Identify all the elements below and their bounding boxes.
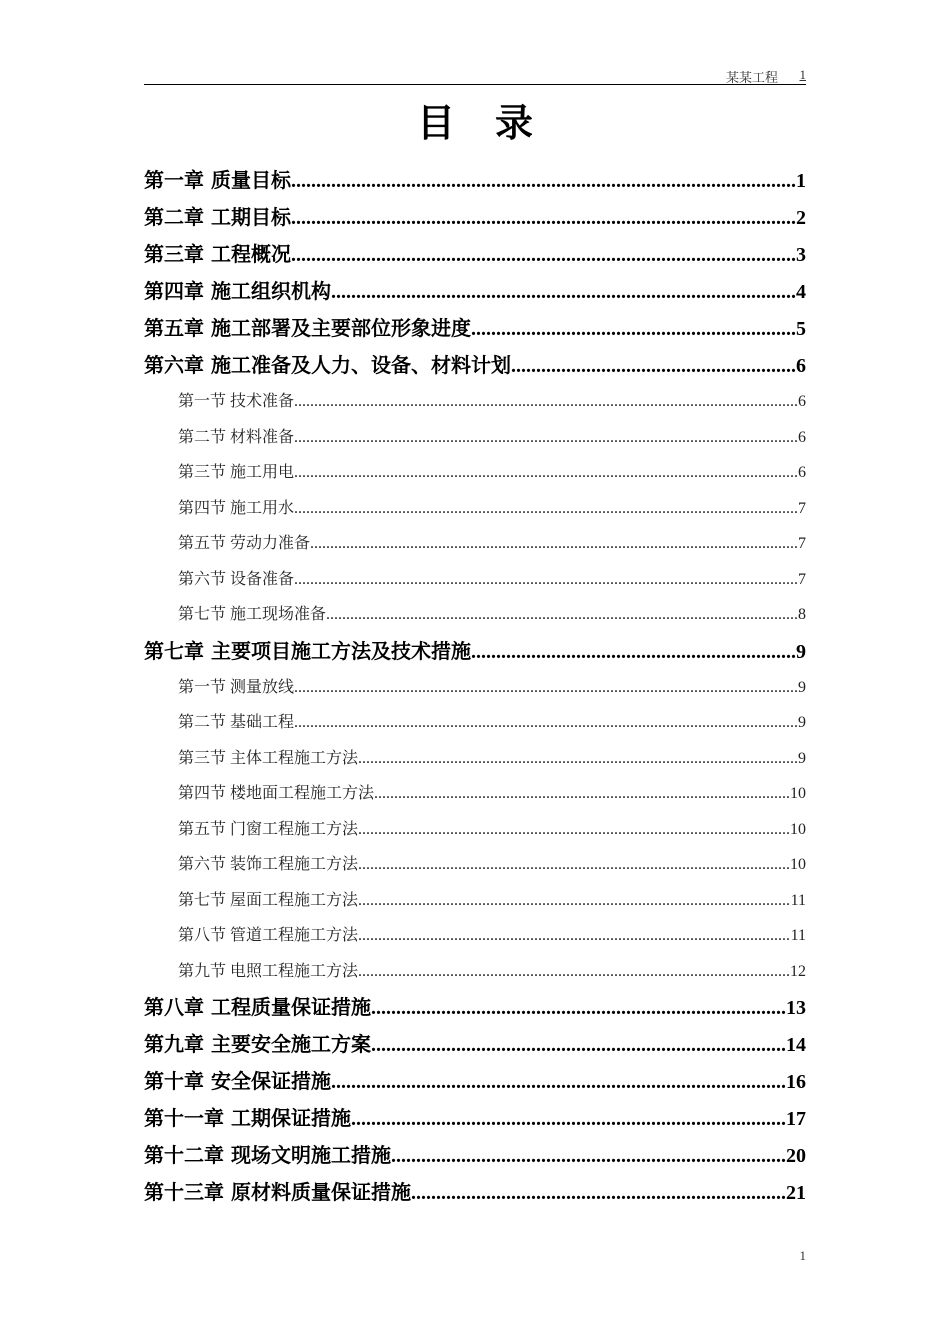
toc-entry-page-number: 4 (796, 281, 806, 303)
toc-section-entry[interactable] (144, 954, 806, 990)
toc-chapter-entry[interactable] (144, 1063, 806, 1100)
toc-dot-leader (358, 918, 791, 954)
toc-entry-page-number: 6 (798, 428, 806, 446)
toc-chapter-entry[interactable] (144, 989, 806, 1026)
toc-entry-page-number: 10 (790, 856, 806, 873)
toc-section-entry[interactable] (144, 597, 806, 633)
toc-entry-page-number: 6 (798, 393, 806, 410)
toc-chapter-entry[interactable] (144, 347, 806, 384)
toc-entry-label: 第五节 劳动力准备 (178, 535, 311, 552)
toc-dot-leader (358, 847, 790, 883)
toc-section-entry[interactable] (144, 670, 806, 706)
toc-dot-leader (310, 526, 798, 562)
toc-entry-label: 第三章 工程概况 (144, 242, 291, 266)
toc-entry-label: 第四节 楼地面工程施工方法 (178, 785, 375, 802)
toc-dot-leader (294, 705, 798, 741)
toc-chapter-entry[interactable] (144, 273, 806, 310)
header-title: 某某工程 (725, 70, 778, 85)
toc-dot-leader (411, 1175, 786, 1211)
toc-chapter-entry[interactable] (144, 236, 806, 273)
toc-entry-page-number: 2 (796, 207, 806, 229)
toc-section-entry[interactable] (144, 812, 806, 848)
toc-entry-label: 第十章 安全保证措施 (144, 1069, 331, 1093)
toc-entry-label: 第二章 工期目标 (144, 205, 291, 229)
toc-section-entry[interactable] (144, 847, 806, 883)
toc-entry-label: 第三节 施工用电 (178, 464, 295, 481)
toc-section-entry[interactable] (144, 455, 806, 491)
toc-chapter-entry[interactable] (144, 1026, 806, 1063)
toc-entry-page-number: 9 (798, 749, 806, 767)
page-title: 目录 (416, 101, 573, 145)
toc-dot-leader (358, 954, 790, 990)
toc-entry-label: 第九章 主要安全施工方案 (144, 1032, 371, 1056)
toc-dot-leader (294, 562, 798, 598)
toc-chapter-entry[interactable] (144, 1137, 806, 1174)
toc-entry-page-number: 9 (798, 678, 806, 696)
toc-chapter-entry[interactable] (144, 199, 806, 236)
toc-entry-page-number: 11 (790, 891, 806, 909)
toc-dot-leader (291, 237, 796, 273)
toc-entry-label: 第十一章 工期保证措施 (144, 1106, 351, 1130)
toc-dot-leader (371, 990, 786, 1026)
toc-chapter-entry[interactable] (144, 1174, 806, 1211)
toc-section-entry[interactable] (144, 776, 806, 812)
toc-dot-leader (358, 741, 798, 777)
toc-entry-page-number: 21 (786, 1182, 806, 1204)
toc-entry-page-number: 6 (796, 355, 806, 377)
toc-entry-label: 第六节 设备准备 (178, 570, 295, 588)
toc-section-entry[interactable] (144, 741, 806, 777)
toc-dot-leader (471, 311, 796, 347)
toc-entry-page-number: 7 (798, 570, 806, 588)
toc-section-entry[interactable] (144, 420, 806, 456)
toc-dot-leader (511, 348, 796, 384)
toc-entry-label: 第七节 施工现场准备 (178, 606, 327, 623)
toc-dot-leader (294, 420, 798, 456)
toc-dot-leader (358, 883, 791, 919)
footer-page-number: 1 (799, 1248, 806, 1263)
toc-entry-label: 第二节 材料准备 (178, 428, 295, 446)
toc-entry-page-number: 10 (790, 820, 806, 838)
toc-dot-leader (358, 812, 790, 848)
toc-dot-leader (294, 384, 798, 420)
page-header (144, 62, 806, 85)
toc-entry-page-number: 13 (786, 997, 806, 1019)
toc-entry-page-number: 16 (786, 1071, 806, 1093)
toc-section-entry[interactable] (144, 883, 806, 919)
toc-entry-label: 第一节 测量放线 (178, 678, 295, 696)
toc-entry-page-number: 17 (786, 1108, 806, 1130)
toc-entry-page-number: 7 (798, 535, 806, 552)
toc-dot-leader (331, 1064, 786, 1100)
toc-entry-page-number: 12 (790, 962, 806, 980)
table-of-contents (144, 162, 806, 1211)
toc-entry-label: 第十三章 原材料质量保证措施 (144, 1180, 411, 1204)
toc-dot-leader (326, 597, 798, 633)
toc-dot-leader (291, 200, 796, 236)
toc-section-entry[interactable] (144, 491, 806, 527)
toc-entry-label: 第五章 施工部署及主要部位形象进度 (144, 316, 471, 340)
toc-entry-page-number: 8 (798, 606, 806, 623)
toc-dot-leader (291, 163, 796, 199)
toc-entry-label: 第三节 主体工程施工方法 (178, 749, 359, 767)
toc-entry-label: 第十二章 现场文明施工措施 (144, 1143, 391, 1167)
toc-dot-leader (471, 634, 796, 670)
toc-entry-label: 第八节 管道工程施工方法 (178, 927, 359, 944)
toc-entry-page-number: 5 (796, 318, 806, 340)
toc-entry-page-number: 1 (796, 170, 806, 192)
toc-entry-page-number: 14 (786, 1034, 806, 1056)
toc-entry-label: 第九节 电照工程施工方法 (178, 962, 359, 980)
toc-section-entry[interactable] (144, 705, 806, 741)
header-page-number: 1 (799, 67, 806, 82)
toc-chapter-entry[interactable] (144, 310, 806, 347)
toc-section-entry[interactable] (144, 918, 806, 954)
toc-chapter-entry[interactable] (144, 162, 806, 199)
toc-dot-leader (294, 670, 798, 706)
toc-entry-page-number: 11 (790, 927, 806, 944)
toc-entry-page-number: 6 (798, 464, 806, 481)
toc-entry-label: 第四章 施工组织机构 (144, 279, 331, 303)
toc-section-entry[interactable] (144, 562, 806, 598)
toc-dot-leader (294, 491, 798, 527)
toc-entry-page-number: 9 (798, 714, 806, 731)
toc-dot-leader (351, 1101, 786, 1137)
toc-section-entry[interactable] (144, 526, 806, 562)
toc-entry-page-number: 7 (798, 499, 806, 517)
toc-entry-page-number: 10 (790, 785, 806, 802)
toc-entry-label: 第六章 施工准备及人力、设备、材料计划 (144, 353, 511, 377)
toc-chapter-entry[interactable] (144, 1100, 806, 1137)
toc-dot-leader (391, 1138, 786, 1174)
toc-dot-leader (371, 1027, 786, 1063)
toc-entry-page-number: 9 (796, 640, 806, 663)
toc-chapter-entry[interactable] (144, 633, 806, 670)
toc-entry-label: 第二节 基础工程 (178, 714, 295, 731)
toc-dot-leader (374, 776, 790, 812)
toc-entry-page-number: 3 (796, 244, 806, 266)
toc-entry-label: 第一节 技术准备 (178, 393, 295, 410)
toc-dot-leader (294, 455, 798, 491)
toc-entry-label: 第八章 工程质量保证措施 (144, 995, 371, 1019)
toc-entry-label: 第七节 屋面工程施工方法 (178, 891, 359, 909)
toc-entry-label: 第六节 装饰工程施工方法 (178, 856, 359, 873)
toc-dot-leader (331, 274, 796, 310)
toc-entry-page-number: 20 (786, 1145, 806, 1167)
toc-section-entry[interactable] (144, 384, 806, 420)
toc-entry-label: 第一章 质量目标 (144, 168, 291, 192)
toc-entry-label: 第七章 主要项目施工方法及技术措施 (144, 638, 471, 663)
toc-entry-label: 第五节 门窗工程施工方法 (178, 820, 359, 838)
toc-entry-label: 第四节 施工用水 (178, 499, 295, 517)
